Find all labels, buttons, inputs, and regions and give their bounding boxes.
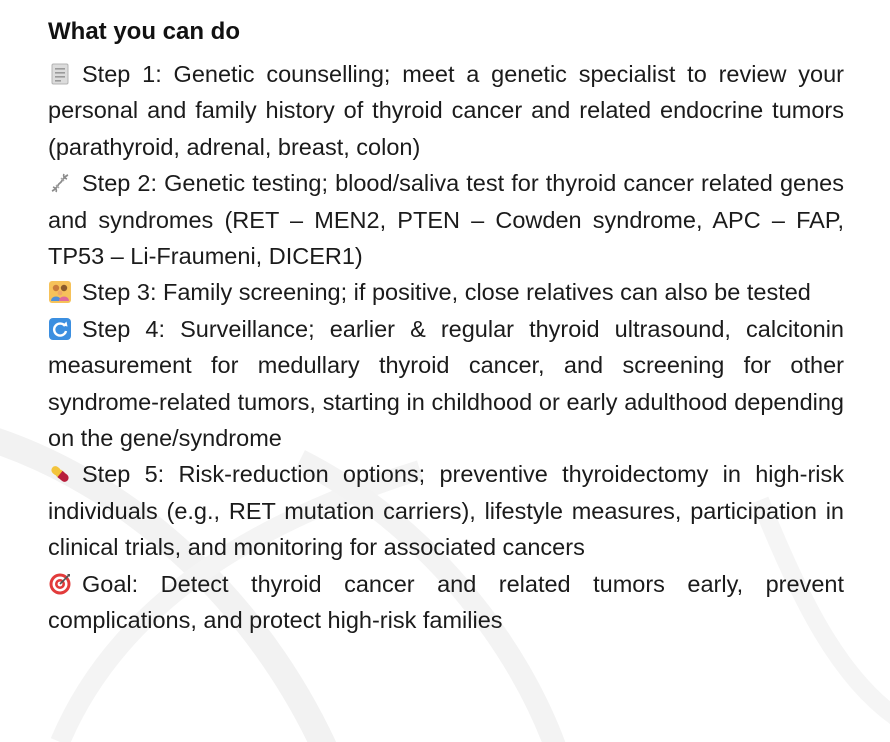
section-heading: What you can do	[48, 18, 240, 45]
goal-text: Goal: Detect thyroid cancer and related tumors early, prevent complications, and protect high-risk families	[48, 570, 844, 634]
family-icon	[48, 280, 72, 304]
target-icon	[48, 572, 72, 596]
step-4-item	[48, 311, 844, 457]
goal-item	[48, 566, 844, 639]
step-1-text: Step 1: Genetic counselling; meet a genetic specialist to review your personal and family history of thyroid cancer and related endocrine tumors (parathyroid, adrenal, breast, colon)	[48, 61, 844, 160]
document-icon	[48, 62, 72, 86]
content-panel	[48, 14, 844, 639]
step-1-item	[48, 56, 844, 165]
dna-icon	[48, 171, 72, 195]
pill-icon	[48, 462, 72, 486]
refresh-icon	[48, 317, 72, 341]
step-2-item	[48, 165, 844, 274]
step-5-text: Step 5: Risk-reduction options; preventive thyroidectomy in high-risk individuals (e.g., RET mutation carriers), lifestyle measures, participation in clinical trials, and monitoring for associated cancers	[48, 461, 844, 561]
step-5-item	[48, 456, 844, 565]
step-3-text: Step 3: Family screening; if positive, close relatives can also be tested	[82, 279, 811, 306]
step-3-item	[48, 274, 844, 310]
step-4-text: Step 4: Surveillance; earlier & regular thyroid ultrasound, calcitonin measurement for medullary thyroid cancer, and screening for other syndrome-related tumors, starting in childhood or early adulthood depending on the gene/syndrome	[48, 315, 844, 452]
step-2-text: Step 2: Genetic testing; blood/saliva test for thyroid cancer related genes and syndromes (RET – MEN2, PTEN – Cowden syndrome, APC – FAP, TP53 – Li-Fraumeni, DICER1)	[48, 170, 844, 270]
